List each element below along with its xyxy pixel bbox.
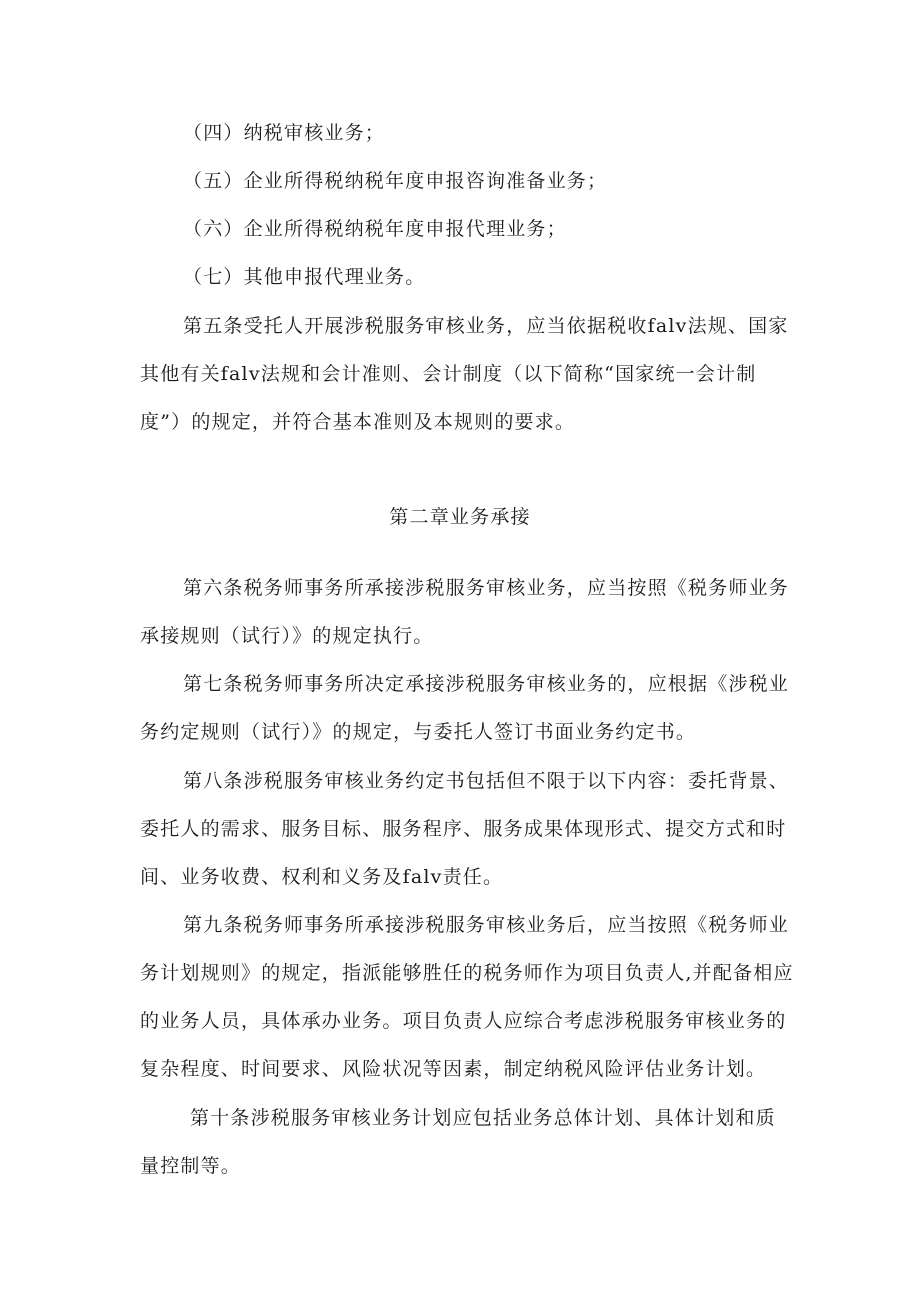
article5-line-1: 第五条受托人开展涉税服务审核业务，应当依据税收falv法规、国家 bbox=[183, 315, 789, 337]
article9-line-2: 务计划规则》的规定，指派能够胜任的税务师作为项目负责人,并配备相应 bbox=[140, 962, 794, 984]
article9-line-4: 复杂程度、时间要求、风险状况等因素，制定纳税风险评估业务计划。 bbox=[140, 1058, 767, 1080]
article10-line-1: 第十条涉税服务审核业务计划应包括业务总体计划、具体计划和质 bbox=[190, 1107, 776, 1129]
list-item-4: （四）纳税审核业务； bbox=[183, 122, 386, 144]
article5-line-2: 其他有关falv法规和会计准则、会计制度（以下简称“国家统一会计制 bbox=[140, 363, 757, 385]
article6-line-1: 第六条税务师事务所承接涉税服务审核业务，应当按照《税务师业务 bbox=[183, 577, 790, 599]
article9-line-3: 的业务人员，具体承办业务。项目负责人应综合考虑涉税服务审核业务的 bbox=[140, 1010, 787, 1032]
article8-line-3: 间、业务收费、权利和义务及falv责任。 bbox=[140, 866, 504, 888]
article8-line-1: 第八条涉税服务审核业务约定书包括但不限于以下内容：委托背景、 bbox=[183, 770, 790, 792]
article10-line-2: 量控制等。 bbox=[140, 1155, 242, 1177]
article5-line-3: 度”）的规定，并符合基本准则及本规则的要求。 bbox=[140, 411, 576, 433]
article6-line-2: 承接规则（试行）》的规定执行。 bbox=[140, 625, 434, 647]
article7-line-1: 第七条税务师事务所决定承接涉税服务审核业务的，应根据《涉税业 bbox=[183, 673, 790, 695]
article7-line-2: 务约定规则（试行）》的规定，与委托人签订书面业务约定书。 bbox=[140, 721, 697, 743]
list-item-7: （七）其他申报代理业务。 bbox=[183, 266, 426, 288]
chapter-title: 第二章业务承接 bbox=[389, 506, 531, 528]
article9-line-1: 第九条税务师事务所承接涉税服务审核业务后，应当按照《税务师业 bbox=[183, 914, 790, 936]
list-item-5: （五）企业所得税纳税年度申报咨询准备业务； bbox=[183, 170, 608, 192]
article8-line-2: 委托人的需求、服务目标、服务程序、服务成果体现形式、提交方式和时 bbox=[140, 818, 787, 840]
list-item-6: （六）企业所得税纳税年度申报代理业务； bbox=[183, 218, 567, 240]
